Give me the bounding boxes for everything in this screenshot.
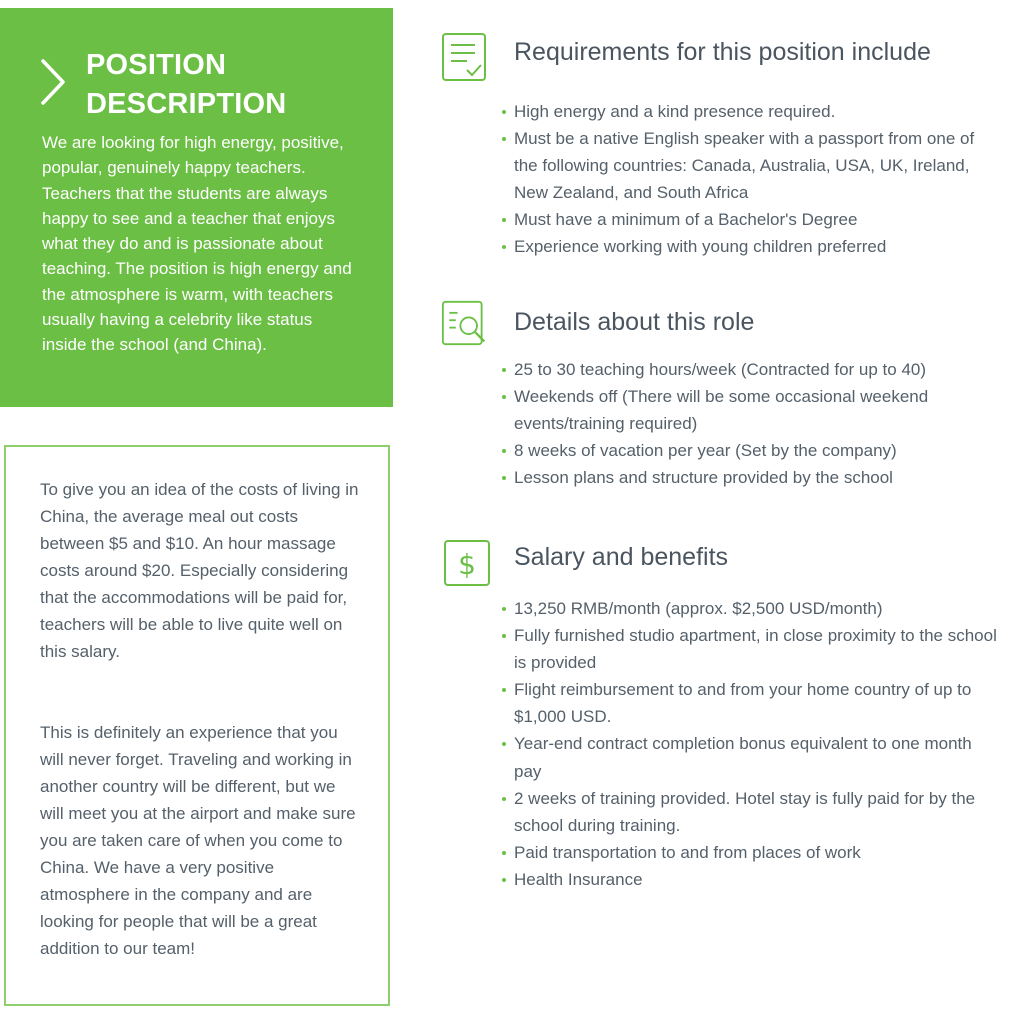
details-title: Details about this role <box>514 308 755 336</box>
details-list <box>500 356 1000 491</box>
checklist-icon <box>441 32 489 82</box>
requirements-item: Must be a native English speaker with a passport from one of the following countries: Canada, Australia, USA, UK, Ireland, New Zealand, and South Africa <box>500 125 1000 206</box>
salary-list <box>500 595 1000 893</box>
details-item: 8 weeks of vacation per year (Set by the company) <box>500 437 1000 464</box>
title-line-2: DESCRIPTION <box>86 88 287 120</box>
chevron-right-icon <box>40 58 66 106</box>
details-item: Lesson plans and structure provided by the school <box>500 464 1000 491</box>
requirements-title: Requirements for this position include <box>514 38 931 66</box>
salary-item: Paid transportation to and from places of work <box>500 839 1000 866</box>
dollar-icon <box>443 538 491 588</box>
document-search-icon <box>441 298 489 348</box>
salary-item: Year-end contract completion bonus equivalent to one month pay <box>500 730 1000 784</box>
position-description-panel <box>0 8 393 407</box>
requirements-list <box>500 98 1000 261</box>
details-item: 25 to 30 teaching hours/week (Contracted for up to 40) <box>500 356 1000 383</box>
title-line-1: POSITION <box>86 49 227 81</box>
salary-title: Salary and benefits <box>514 543 729 571</box>
salary-item: 13,250 RMB/month (approx. $2,500 USD/month) <box>500 595 1000 622</box>
requirements-item: Experience working with young children preferred <box>500 233 1000 260</box>
experience-paragraph: This is definitely an experience that you will never forget. Traveling and working in another country will be different, but we will meet you at the airport and make sure you are taken care of when you come to China. We have a very positive atmosphere in the company and are looking for people that will be a great addition to our team! <box>40 723 356 958</box>
costs-paragraph: To give you an idea of the costs of living in China, the average meal out costs between $5 and $10. An hour massage costs around $20. Especially considering that the accommodations will be paid for, teachers will be able to live quite well on this salary. <box>40 480 359 661</box>
requirements-item: Must have a minimum of a Bachelor's Degree <box>500 206 1000 233</box>
position-description-title <box>86 46 286 124</box>
salary-item: Fully furnished studio apartment, in close proximity to the school is provided <box>500 622 1000 676</box>
salary-item: Flight reimbursement to and from your home country of up to $1,000 USD. <box>500 676 1000 730</box>
svg-text:$: $ <box>458 548 476 581</box>
position-description-body: We are looking for high energy, positive, popular, genuinely happy teachers. Teachers that the students are always happy to see and a teacher that enjoys what they do and is passionate about teaching. The position is high energy and the atmosphere is warm, with teachers usually having a celebrity like status inside the school (and China). <box>42 133 352 355</box>
details-item: Weekends off (There will be some occasional weekend events/training required) <box>500 383 1000 437</box>
requirements-item: High energy and a kind presence required. <box>500 98 1000 125</box>
salary-item: 2 weeks of training provided. Hotel stay is fully paid for by the school during training. <box>500 785 1000 839</box>
salary-item: Health Insurance <box>500 866 1000 893</box>
